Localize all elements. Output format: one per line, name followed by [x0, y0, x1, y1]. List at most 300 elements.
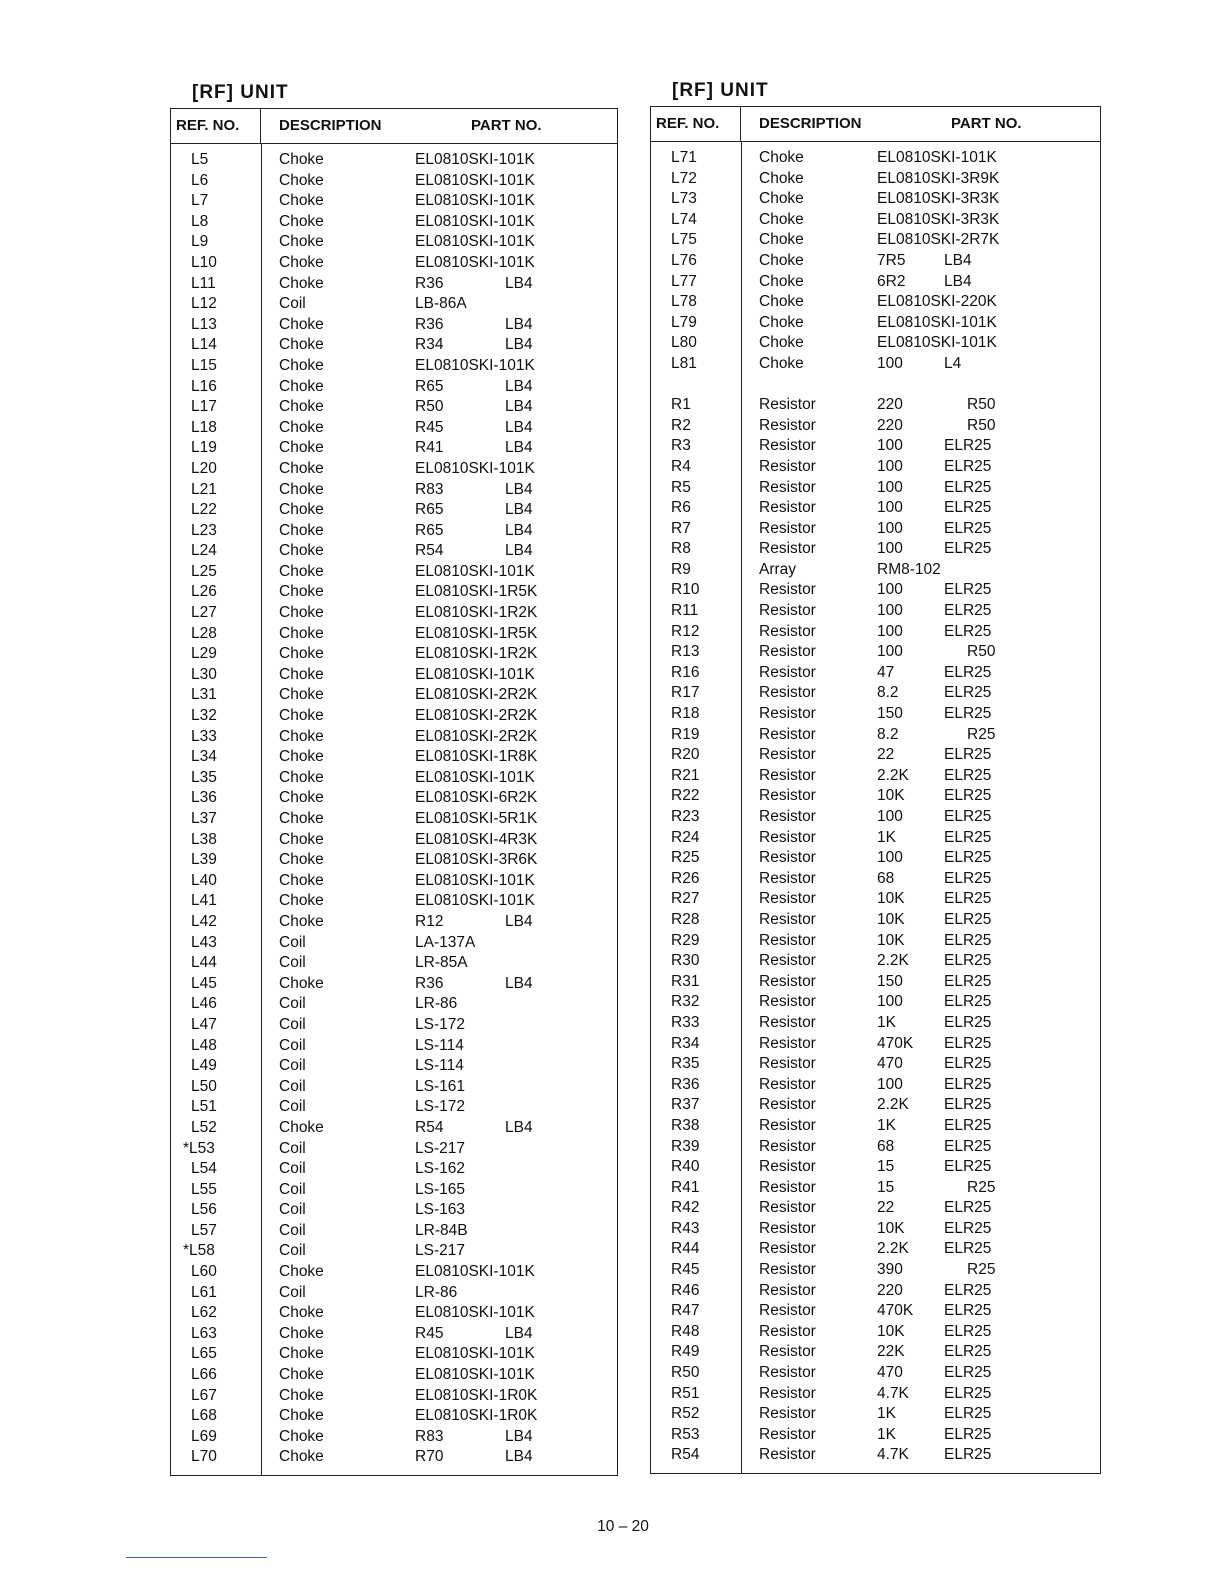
description-cell: Resistor — [759, 1075, 816, 1093]
description-cell: Resistor — [759, 1384, 816, 1402]
description-cell: Coil — [279, 1098, 306, 1116]
ref-no-cell: L18 — [191, 418, 217, 436]
table-row — [651, 333, 1100, 354]
part-type-cell: ELR25 — [944, 1137, 992, 1155]
description-cell: Resistor — [759, 1137, 816, 1155]
part-no-cell: EL0810SKI-101K — [415, 459, 535, 477]
description-cell: Resistor — [759, 1034, 816, 1052]
part-type-cell: ELR25 — [944, 1096, 992, 1114]
description-cell: Choke — [759, 251, 804, 269]
part-no-cell: EL0810SKI-2R2K — [415, 727, 538, 745]
part-value-cell: 470K — [877, 1034, 914, 1052]
table-row — [651, 1095, 1100, 1116]
table-row — [171, 1036, 617, 1057]
ref-no-cell: R3 — [671, 437, 691, 455]
column-divider — [261, 143, 262, 1475]
part-value-cell: 100 — [877, 1075, 903, 1093]
left-parts-list — [170, 78, 618, 1476]
description-cell: Choke — [279, 686, 324, 704]
table-row — [171, 1262, 617, 1283]
part-no-cell: EL0810SKI-101K — [415, 233, 535, 251]
right-parts-list — [650, 76, 1101, 1474]
ref-no-cell: R23 — [671, 808, 700, 825]
table-row — [171, 933, 617, 954]
ref-no-cell: R52 — [671, 1405, 700, 1423]
part-value-cell: 15 — [877, 1178, 895, 1196]
part-value-cell: 100 — [877, 354, 903, 372]
part-no-cell: EL0810SKI-1R2K — [415, 645, 538, 663]
description-cell: Choke — [279, 212, 324, 230]
part-type-cell: LB4 — [944, 251, 972, 269]
table-row — [651, 580, 1100, 601]
table-row — [651, 560, 1100, 581]
ref-no-cell: L31 — [191, 686, 217, 704]
table-row — [171, 624, 617, 645]
table-row — [171, 1221, 617, 1242]
part-type-cell: R50 — [967, 416, 996, 434]
part-value-cell: 100 — [877, 519, 903, 537]
part-no-cell: EL0810SKI-3R6K — [415, 851, 538, 869]
part-no-cell: EL0810SKI-1R0K — [415, 1407, 538, 1425]
ref-no-cell: L52 — [191, 1118, 217, 1136]
table-row — [171, 253, 617, 274]
part-value-cell: R50 — [415, 398, 444, 416]
table-row — [171, 212, 617, 233]
table-row — [651, 1178, 1100, 1199]
ref-no-cell: L32 — [191, 707, 217, 725]
ref-no-cell: R38 — [671, 1116, 700, 1134]
description-cell: Choke — [279, 233, 324, 251]
ref-no-cell: L9 — [191, 233, 209, 251]
table-row — [171, 644, 617, 665]
description-cell: Coil — [279, 1160, 306, 1178]
part-value-cell: 1K — [877, 828, 896, 846]
part-type-cell: ELR25 — [944, 931, 992, 949]
description-cell: Resistor — [759, 705, 816, 723]
part-value-cell: 100 — [877, 602, 903, 620]
ref-no-cell: L44 — [191, 954, 217, 972]
table-row — [171, 1324, 617, 1345]
part-value-cell: 22K — [877, 1343, 905, 1361]
table-row — [651, 601, 1100, 622]
description-cell: Choke — [279, 171, 324, 189]
description-cell: Choke — [279, 356, 324, 374]
description-cell: Resistor — [759, 1116, 816, 1134]
part-type-cell: R25 — [967, 1261, 996, 1279]
table-row — [171, 871, 617, 892]
description-cell: Choke — [279, 1386, 324, 1404]
ref-no-cell: R16 — [671, 663, 700, 681]
table-row — [651, 972, 1100, 993]
ref-no-cell: L43 — [191, 933, 217, 951]
table-row — [651, 1239, 1100, 1260]
part-value-cell: 10K — [877, 787, 905, 805]
description-cell: Resistor — [759, 1013, 816, 1031]
table-row — [171, 665, 617, 686]
ref-no-cell: *L53 — [183, 1139, 215, 1157]
part-type-cell: ELR25 — [944, 602, 992, 620]
part-value-cell: R65 — [415, 377, 444, 395]
description-cell: Resistor — [759, 890, 816, 908]
ref-no-cell: L26 — [191, 583, 217, 601]
description-cell: Choke — [279, 748, 324, 766]
description-cell: Coil — [279, 1077, 306, 1095]
description-cell: Resistor — [759, 1240, 816, 1258]
ref-no-cell: L22 — [191, 501, 217, 519]
description-cell: Choke — [279, 892, 324, 910]
table-row — [651, 1425, 1100, 1446]
part-no-cell: EL0810SKI-2R7K — [877, 231, 1000, 249]
description-cell: Choke — [279, 501, 324, 519]
ref-no-cell: L42 — [191, 912, 217, 930]
part-type-cell: ELR25 — [944, 993, 992, 1011]
part-type-cell: LB4 — [505, 480, 533, 498]
ref-no-cell: R7 — [671, 519, 691, 537]
part-value-cell: 4.7K — [877, 1384, 909, 1402]
part-type-cell: R50 — [967, 396, 996, 414]
ref-no-cell: R30 — [671, 952, 700, 970]
table-row — [171, 1077, 617, 1098]
ref-no-cell: R45 — [671, 1261, 700, 1279]
part-value-cell: 8.2 — [877, 725, 899, 743]
table-row — [171, 294, 617, 315]
part-type-cell: ELR25 — [944, 1199, 992, 1217]
part-no-cell: LS-114 — [415, 1057, 464, 1075]
description-cell: Resistor — [759, 725, 816, 743]
description-cell: Choke — [759, 190, 804, 208]
part-value-cell: 10K — [877, 1322, 905, 1340]
part-type-cell: LB4 — [505, 1324, 533, 1342]
part-type-cell: LB4 — [505, 439, 533, 457]
description-cell: Choke — [279, 480, 324, 498]
table-row — [651, 622, 1100, 643]
part-no-cell: LR-86 — [415, 995, 458, 1013]
header-ref-no: REF. NO. — [171, 109, 261, 143]
ref-no-cell: R40 — [671, 1158, 700, 1176]
description-cell: Choke — [279, 727, 324, 745]
table-row — [171, 1056, 617, 1077]
table-header — [171, 109, 617, 144]
part-value-cell: 100 — [877, 993, 903, 1011]
part-value-cell: 390 — [877, 1261, 903, 1279]
part-type-cell: ELR25 — [944, 1013, 992, 1031]
description-cell: Resistor — [759, 1219, 816, 1237]
ref-no-cell: L13 — [191, 315, 217, 333]
description-cell: Resistor — [759, 972, 816, 990]
description-cell: Resistor — [759, 437, 816, 455]
ref-no-cell: L51 — [191, 1098, 217, 1116]
part-type-cell: LB4 — [505, 542, 533, 560]
part-type-cell: LB4 — [505, 521, 533, 539]
description-cell: Choke — [759, 354, 804, 372]
description-cell: Resistor — [759, 828, 816, 846]
description-cell: Resistor — [759, 1343, 816, 1361]
table-row — [651, 1384, 1100, 1405]
ref-no-cell: L37 — [191, 810, 217, 827]
part-value-cell: 100 — [877, 622, 903, 640]
unit-title: [RF] UNIT — [192, 82, 289, 103]
description-cell: Choke — [279, 830, 324, 848]
table-row — [651, 169, 1100, 190]
part-no-cell: EL0810SKI-101K — [877, 149, 997, 166]
part-type-cell: ELR25 — [944, 1116, 992, 1134]
part-no-cell: EL0810SKI-101K — [415, 151, 535, 168]
description-cell: Choke — [279, 398, 324, 416]
table-row — [651, 889, 1100, 910]
table-row — [651, 642, 1100, 663]
ref-no-cell: L29 — [191, 645, 217, 663]
part-no-cell: LR-84B — [415, 1221, 468, 1239]
ref-no-cell: R5 — [671, 478, 691, 496]
table-row — [171, 603, 617, 624]
part-type-cell: ELR25 — [944, 1425, 992, 1443]
part-no-cell: LS-161 — [415, 1077, 465, 1095]
part-type-cell: ELR25 — [944, 1302, 992, 1320]
description-cell: Resistor — [759, 869, 816, 887]
part-value-cell: 220 — [877, 416, 903, 434]
table-row — [651, 1116, 1100, 1137]
ref-no-cell: L21 — [191, 480, 217, 498]
description-cell: Choke — [279, 1118, 324, 1136]
part-type-cell: ELR25 — [944, 581, 992, 599]
part-value-cell: 6R2 — [877, 272, 906, 290]
ref-no-cell: R34 — [671, 1034, 700, 1052]
part-value-cell: 4.7K — [877, 1446, 909, 1464]
ref-no-cell: R28 — [671, 910, 700, 928]
ref-no-cell: L25 — [191, 562, 217, 580]
part-type-cell: ELR25 — [944, 890, 992, 908]
ref-no-cell: L39 — [191, 851, 217, 869]
table-row — [651, 539, 1100, 560]
ref-no-cell: L57 — [191, 1221, 217, 1239]
table-row — [651, 910, 1100, 931]
description-cell: Coil — [279, 1283, 306, 1301]
part-value-cell: 1K — [877, 1425, 896, 1443]
table-row — [171, 150, 617, 171]
ref-no-cell: L5 — [191, 151, 209, 168]
ref-no-cell: L17 — [191, 398, 217, 416]
part-type-cell: ELR25 — [944, 457, 992, 475]
description-cell: Choke — [279, 624, 324, 642]
part-no-cell: EL0810SKI-1R5K — [415, 624, 538, 642]
table-row — [171, 1303, 617, 1324]
ref-no-cell: R36 — [671, 1075, 700, 1093]
table-row — [171, 1097, 617, 1118]
ref-no-cell: L66 — [191, 1366, 217, 1384]
part-value-cell: 100 — [877, 849, 903, 867]
part-value-cell: R34 — [415, 336, 444, 354]
table-row — [171, 1283, 617, 1304]
description-cell: Choke — [279, 1304, 324, 1322]
table-header — [651, 107, 1100, 142]
table-row — [171, 1365, 617, 1386]
part-no-cell: EL0810SKI-101K — [877, 313, 997, 331]
description-cell: Choke — [759, 149, 804, 166]
part-value-cell: 10K — [877, 931, 905, 949]
description-cell: Resistor — [759, 1281, 816, 1299]
part-no-cell: EL0810SKI-1R2K — [415, 604, 538, 622]
part-type-cell: ELR25 — [944, 519, 992, 537]
description-cell: Resistor — [759, 849, 816, 867]
ref-no-cell: R6 — [671, 499, 691, 517]
part-value-cell: R83 — [415, 1427, 444, 1445]
part-value-cell: 22 — [877, 1199, 895, 1217]
description-cell: Resistor — [759, 1364, 816, 1382]
ref-no-cell: R49 — [671, 1343, 700, 1361]
description-cell: Choke — [759, 272, 804, 290]
description-cell: Coil — [279, 1015, 306, 1033]
table-row — [171, 809, 617, 830]
ref-no-cell: *L58 — [183, 1242, 215, 1260]
table-row — [651, 1198, 1100, 1219]
table-row — [651, 1157, 1100, 1178]
part-value-cell: 1K — [877, 1116, 896, 1134]
description-cell: Resistor — [759, 643, 816, 661]
header-description: DESCRIPTION — [759, 115, 862, 132]
part-type-cell: LB4 — [505, 501, 533, 519]
part-no-cell: EL0810SKI-5R1K — [415, 810, 538, 827]
part-value-cell: 10K — [877, 1219, 905, 1237]
ref-no-cell: R47 — [671, 1302, 700, 1320]
part-type-cell: LB4 — [505, 1427, 533, 1445]
table-row — [171, 397, 617, 418]
part-value-cell: 8.2 — [877, 684, 899, 702]
description-cell: Choke — [759, 210, 804, 228]
ref-no-cell: R32 — [671, 993, 700, 1011]
description-cell: Coil — [279, 1221, 306, 1239]
description-cell: Resistor — [759, 540, 816, 558]
description-cell: Resistor — [759, 684, 816, 702]
table-row — [651, 292, 1100, 313]
table-row — [651, 869, 1100, 890]
description-cell: Choke — [279, 645, 324, 663]
table-row — [651, 313, 1100, 334]
description-cell: Choke — [759, 293, 804, 311]
ref-no-cell: R9 — [671, 560, 691, 578]
description-cell: Choke — [279, 1263, 324, 1281]
part-type-cell: ELR25 — [944, 828, 992, 846]
part-value-cell: 68 — [877, 869, 895, 887]
ref-no-cell: R20 — [671, 746, 700, 764]
ref-no-cell: R4 — [671, 457, 691, 475]
part-type-cell: ELR25 — [944, 478, 992, 496]
table-row — [651, 148, 1100, 169]
table-row — [171, 685, 617, 706]
part-type-cell: ELR25 — [944, 808, 992, 825]
ref-no-cell: R11 — [671, 602, 699, 620]
part-type-cell: L4 — [944, 354, 962, 372]
ref-no-cell: R25 — [671, 849, 700, 867]
part-value-cell: 100 — [877, 499, 903, 517]
ref-no-cell: R13 — [671, 643, 700, 661]
parts-table — [170, 108, 618, 1476]
table-row — [171, 1159, 617, 1180]
description-cell: Resistor — [759, 478, 816, 496]
table-row — [171, 727, 617, 748]
ref-no-cell: L46 — [191, 995, 217, 1013]
table-row — [651, 951, 1100, 972]
ref-no-cell: R37 — [671, 1096, 700, 1114]
ref-no-cell: R10 — [671, 581, 700, 599]
ref-no-cell: R17 — [671, 684, 700, 702]
part-value-cell: R41 — [415, 439, 444, 457]
table-row — [651, 1054, 1100, 1075]
part-value-cell: 100 — [877, 437, 903, 455]
ref-no-cell: R39 — [671, 1137, 700, 1155]
part-value-cell: 68 — [877, 1137, 895, 1155]
part-value-cell: 47 — [877, 663, 895, 681]
description-cell: Coil — [279, 295, 306, 313]
part-type-cell: ELR25 — [944, 1384, 992, 1402]
table-row — [171, 500, 617, 521]
ref-no-cell: L49 — [191, 1057, 217, 1075]
header-part-no: PART NO. — [471, 117, 542, 134]
description-cell: Coil — [279, 954, 306, 972]
table-row — [651, 1322, 1100, 1343]
description-cell: Resistor — [759, 1446, 816, 1464]
table-row — [651, 683, 1100, 704]
part-type-cell: ELR25 — [944, 705, 992, 723]
ref-no-cell: L65 — [191, 1345, 217, 1363]
part-no-cell: EL0810SKI-101K — [415, 192, 535, 210]
description-cell: Resistor — [759, 1178, 816, 1196]
ref-no-cell: L76 — [671, 251, 697, 269]
part-type-cell: R25 — [967, 725, 996, 743]
part-no-cell: EL0810SKI-101K — [415, 892, 535, 910]
ref-no-cell: L33 — [191, 727, 217, 745]
part-value-cell: 10K — [877, 910, 905, 928]
table-row — [171, 1406, 617, 1427]
part-no-cell: LA-137A — [415, 933, 476, 951]
ref-no-cell: L74 — [671, 210, 697, 228]
part-type-cell: ELR25 — [944, 1446, 992, 1464]
ref-no-cell: L72 — [671, 169, 697, 187]
table-row — [171, 1200, 617, 1221]
part-value-cell: 2.2K — [877, 766, 909, 784]
description-cell: Choke — [279, 459, 324, 477]
table-row — [171, 706, 617, 727]
header-description: DESCRIPTION — [279, 117, 382, 134]
description-cell: Resistor — [759, 602, 816, 620]
table-row — [171, 974, 617, 995]
part-no-cell: EL0810SKI-101K — [415, 212, 535, 230]
part-type-cell: ELR25 — [944, 1075, 992, 1093]
part-value-cell: 100 — [877, 643, 903, 661]
description-cell: Resistor — [759, 519, 816, 537]
part-no-cell: EL0810SKI-101K — [415, 356, 535, 374]
description-cell: Choke — [279, 562, 324, 580]
ref-no-cell: L8 — [191, 212, 209, 230]
part-no-cell: EL0810SKI-101K — [415, 871, 535, 889]
ref-no-cell: R1 — [671, 396, 691, 414]
description-cell: Resistor — [759, 910, 816, 928]
ref-no-cell: R31 — [671, 972, 700, 990]
ref-no-cell: R21 — [671, 766, 700, 784]
table-row — [171, 994, 617, 1015]
part-type-cell: ELR25 — [944, 1158, 992, 1176]
table-row — [651, 210, 1100, 231]
ref-no-cell: L61 — [191, 1283, 217, 1301]
table-row — [651, 416, 1100, 437]
part-no-cell: EL0810SKI-3R9K — [877, 169, 1000, 187]
ref-no-cell: L16 — [191, 377, 217, 395]
table-row — [171, 1118, 617, 1139]
part-no-cell: EL0810SKI-1R8K — [415, 748, 538, 766]
table-row — [651, 1219, 1100, 1240]
ref-no-cell: R44 — [671, 1240, 700, 1258]
ref-no-cell: L62 — [191, 1304, 217, 1322]
part-type-cell: ELR25 — [944, 869, 992, 887]
